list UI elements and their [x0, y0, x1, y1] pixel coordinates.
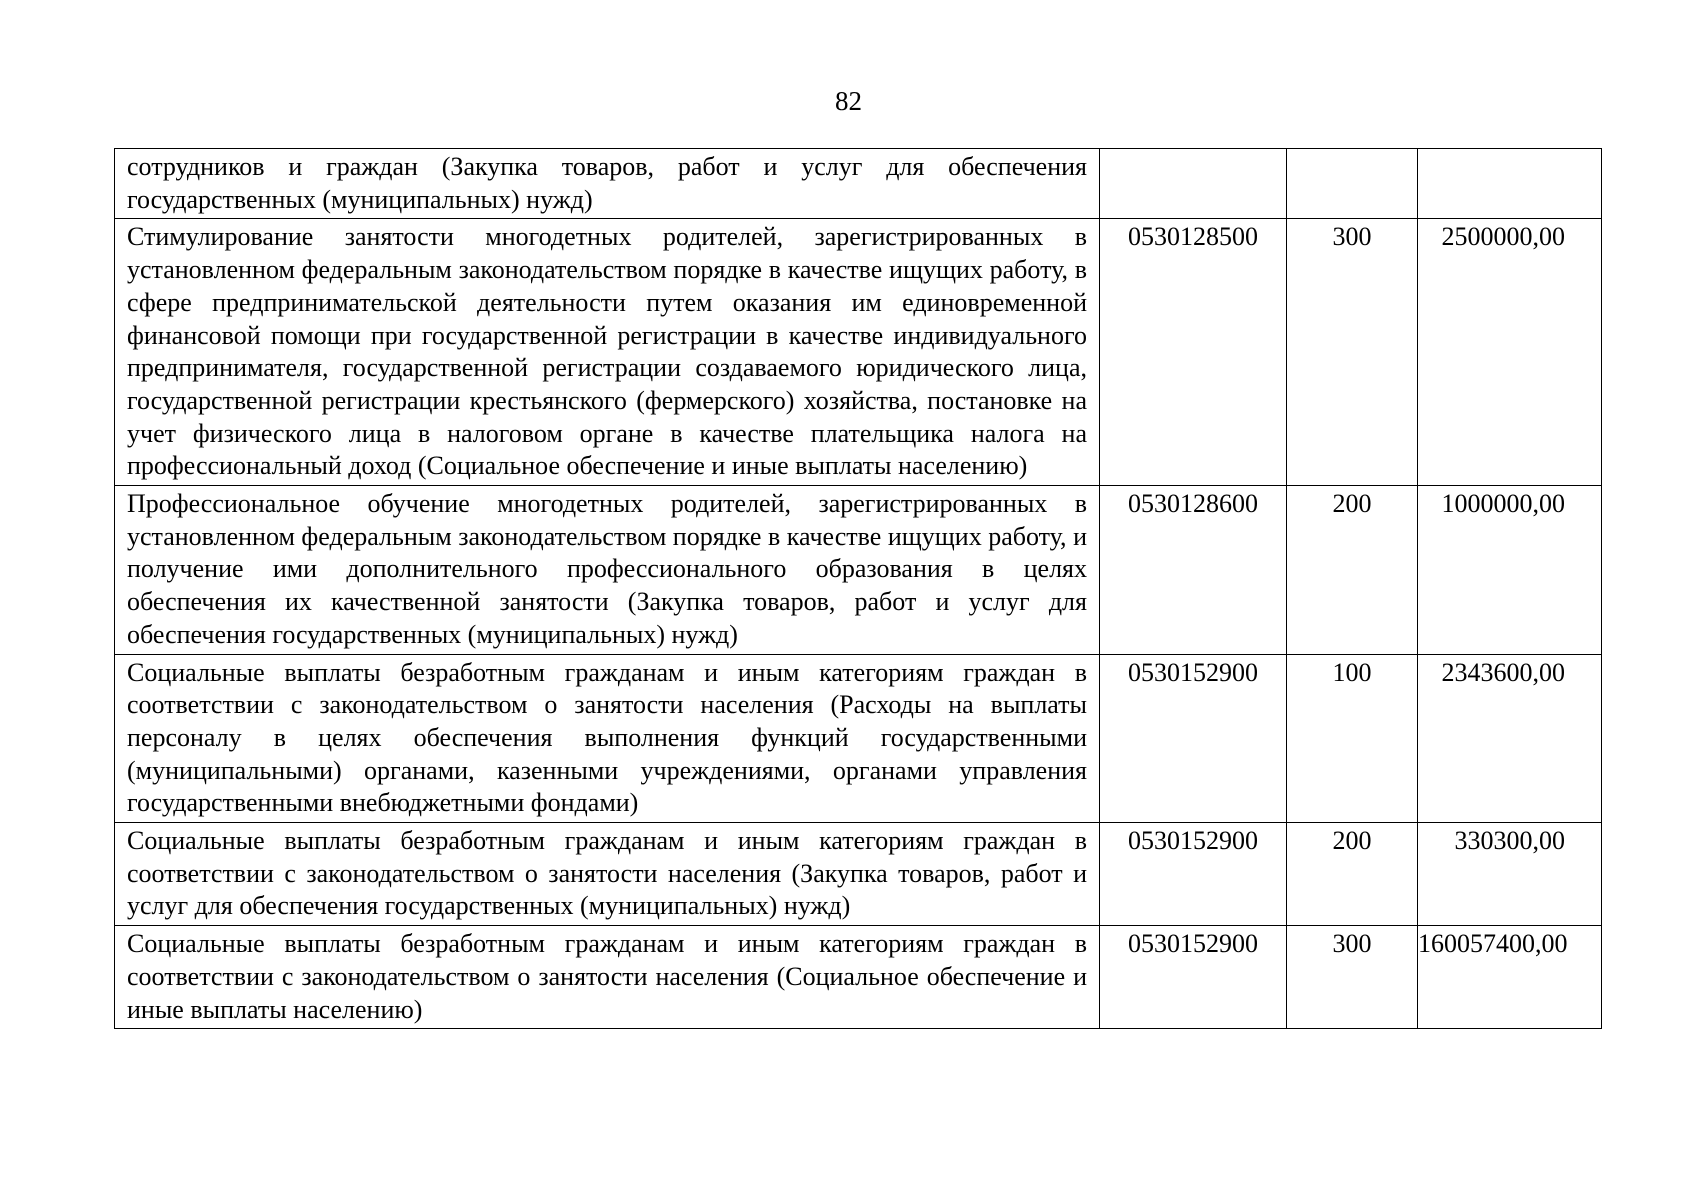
row-code: 0530128600 [1100, 486, 1287, 655]
row-code: 0530152900 [1100, 654, 1287, 823]
row-description: Социальные выплаты безработным гражданам и иным категориям граждан в соответствии с законодательством о занятости населения (Социальное обеспечение и иные выплаты населению) [115, 926, 1100, 1029]
row-description: Социальные выплаты безработным гражданам и иным категориям граждан в соответствии с законодательством о занятости населения (Расходы на выплаты персоналу в целях обеспечения выполнения функций государственными (муниципальными) органами, казенными учреждениями, органами управления государственными внебюджетными фондами) [115, 654, 1100, 823]
table-row [115, 149, 1602, 219]
budget-table-body [115, 149, 1602, 1029]
row-amount: 2343600,00 [1418, 654, 1602, 823]
table-row [115, 926, 1602, 1029]
table-row [115, 823, 1602, 926]
budget-table [114, 148, 1602, 1029]
table-row [115, 486, 1602, 655]
row-description: Профессиональное обучение многодетных родителей, зарегистрированных в установленном федеральным законодательством порядке в качестве ищущих работу, и получение ими дополнительного профессионального образования в целях обеспечения их качественной занятости (Закупка товаров, работ и услуг для обеспечения государственных (муниципальных) нужд) [115, 486, 1100, 655]
row-description: сотрудников и граждан (Закупка товаров, работ и услуг для обеспечения государственных (муниципальных) нужд) [115, 149, 1100, 219]
row-code: 0530152900 [1100, 823, 1287, 926]
row-description: Стимулирование занятости многодетных родителей, зарегистрированных в установленном федеральным законодательством порядке в качестве ищущих работу, в сфере предпринимательской деятельности путем оказания им единовременной финансовой помощи при государственной регистрации в качестве индивидуального предпринимателя, государственной регистрации создаваемого юридического лица, государственной регистрации крестьянского (фермерского) хозяйства, постановке на учет физического лица в налоговом органе в качестве плательщика налога на профессиональный доход (Социальное обеспечение и иные выплаты населению) [115, 219, 1100, 486]
row-amount: 2500000,00 [1418, 219, 1602, 486]
page-number: 82 [835, 86, 862, 116]
table-row [115, 654, 1602, 823]
row-amount: 1000000,00 [1418, 486, 1602, 655]
row-expense-type: 300 [1287, 219, 1418, 486]
row-expense-type: 300 [1287, 926, 1418, 1029]
row-code: 0530128500 [1100, 219, 1287, 486]
row-amount [1418, 149, 1602, 219]
table-row [115, 219, 1602, 486]
row-expense-type: 200 [1287, 486, 1418, 655]
row-expense-type: 100 [1287, 654, 1418, 823]
row-expense-type [1287, 149, 1418, 219]
row-amount: 330300,00 [1418, 823, 1602, 926]
row-code [1100, 149, 1287, 219]
row-code: 0530152900 [1100, 926, 1287, 1029]
row-amount: 160057400,00 [1418, 926, 1602, 1029]
row-description: Социальные выплаты безработным гражданам и иным категориям граждан в соответствии с законодательством о занятости населения (Закупка товаров, работ и услуг для обеспечения государственных (муниципальных) нужд) [115, 823, 1100, 926]
row-expense-type: 200 [1287, 823, 1418, 926]
